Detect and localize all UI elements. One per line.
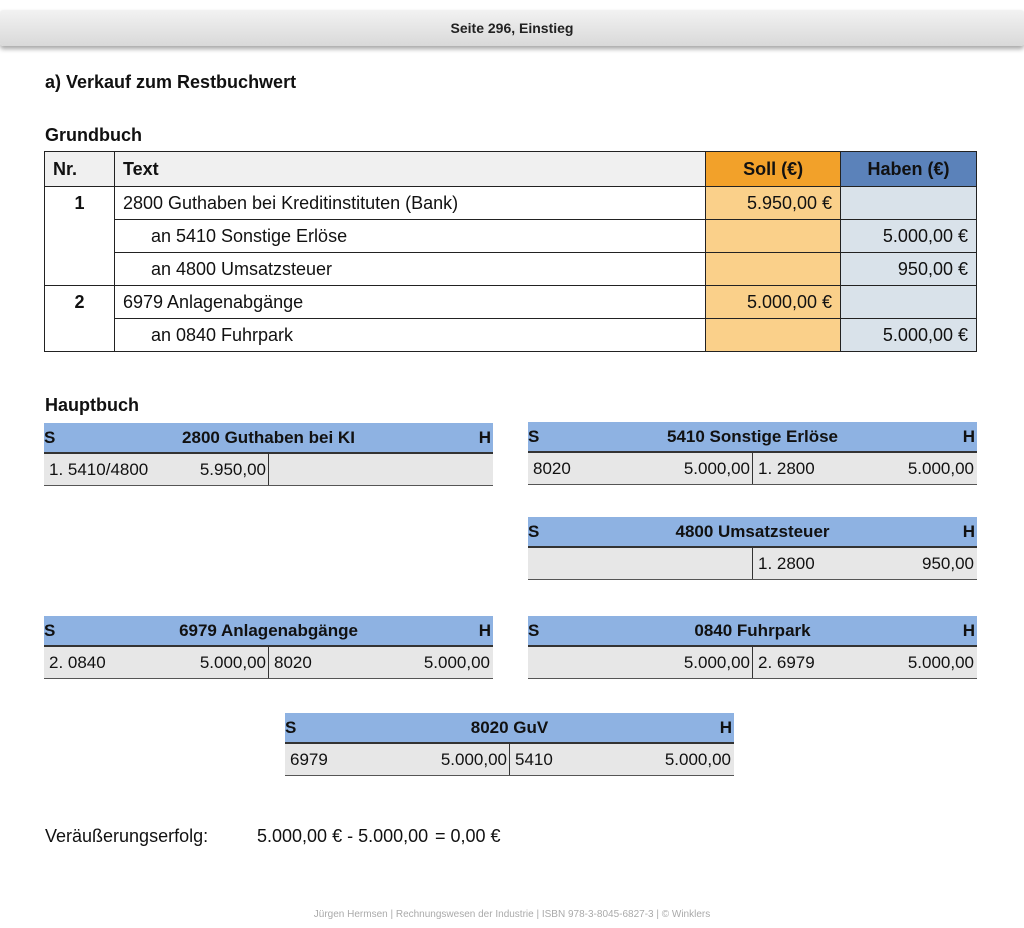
page-header: Seite 296, Einstieg xyxy=(0,10,1024,46)
t-account-row xyxy=(285,744,734,776)
haben-entry-text: 5410 xyxy=(515,750,553,769)
haben-entry-text: 1. 2800 xyxy=(758,554,815,573)
booking-text: an 0840 Fuhrpark xyxy=(114,319,705,352)
t-account-divider xyxy=(752,647,753,678)
t-account-row xyxy=(528,548,977,580)
t-account-header xyxy=(528,517,977,548)
t-account-8020 xyxy=(285,713,734,776)
account-title: 5410 Sonstige Erlöse xyxy=(666,427,839,446)
soll-value xyxy=(706,220,841,253)
t-account-6979 xyxy=(44,616,493,679)
booking-number: 1 xyxy=(45,187,115,286)
table-row xyxy=(45,319,977,352)
t-account-2800 xyxy=(44,423,493,486)
table-header-row xyxy=(45,152,977,187)
t-account-divider xyxy=(752,548,753,579)
t-account-divider xyxy=(509,744,510,775)
t-account-5410 xyxy=(528,422,977,485)
haben-entry-text: 8020 xyxy=(274,653,312,672)
haben-entry-text: 1. 2800 xyxy=(758,459,815,478)
t-account-0840 xyxy=(528,616,977,679)
result-equals: = 0,00 € xyxy=(435,826,501,846)
t-account-header xyxy=(528,422,977,453)
account-title: 6979 Anlagenabgänge xyxy=(179,621,358,640)
t-account-row xyxy=(528,453,977,485)
haben-value xyxy=(841,286,977,319)
soll-entry-value: 5.000,00 xyxy=(683,653,750,672)
soll-marker: S xyxy=(528,427,540,446)
t-account-header xyxy=(528,616,977,647)
column-header-nr: Nr. xyxy=(45,152,115,187)
account-title: 8020 GuV xyxy=(470,718,549,737)
soll-value: 5.000,00 € xyxy=(706,286,841,319)
table-row xyxy=(45,253,977,286)
soll-entry-value: 5.000,00 xyxy=(199,653,266,672)
result-label: Veräußerungserfolg: xyxy=(45,826,209,846)
t-account-row xyxy=(44,454,493,486)
haben-marker: H xyxy=(962,621,975,640)
account-title: 0840 Fuhrpark xyxy=(694,621,811,640)
table-row xyxy=(45,187,977,220)
haben-value: 950,00 € xyxy=(841,253,977,286)
t-account-divider xyxy=(752,453,753,484)
account-title: 4800 Umsatzsteuer xyxy=(675,522,830,541)
soll-value xyxy=(706,253,841,286)
table-row xyxy=(45,220,977,253)
haben-marker: H xyxy=(719,718,732,737)
booking-text: an 5410 Sonstige Erlöse xyxy=(114,220,705,253)
soll-marker: S xyxy=(528,522,540,541)
t-account-header xyxy=(285,713,734,744)
haben-entry-text: 2. 6979 xyxy=(758,653,815,672)
hauptbuch-title: Hauptbuch xyxy=(45,395,139,415)
soll-entry-value: 5.000,00 xyxy=(683,459,750,478)
haben-entry-value: 5.000,00 xyxy=(423,653,490,672)
t-account-header xyxy=(44,423,493,454)
soll-entry-value: 5.950,00 xyxy=(199,460,266,479)
footer-citation: Jürgen Hermsen | Rechnungswesen der Industrie | ISBN 978-3-8045-6827-3 | © Winklers xyxy=(313,909,711,920)
haben-entry-value: 950,00 xyxy=(922,554,974,573)
t-account-divider xyxy=(268,647,269,678)
haben-entry-value: 5.000,00 xyxy=(907,653,974,672)
soll-marker: S xyxy=(528,621,540,640)
t-account-4800 xyxy=(528,517,977,580)
column-header-soll: Soll (€) xyxy=(706,152,841,187)
haben-marker: H xyxy=(962,522,975,541)
booking-number: 2 xyxy=(45,286,115,352)
haben-marker: H xyxy=(478,428,491,447)
soll-entry-text: 6979 xyxy=(290,750,328,769)
t-account-divider xyxy=(268,454,269,485)
result-calculation: 5.000,00 € - 5.000,00 xyxy=(257,826,429,846)
booking-text: 6979 Anlagenabgänge xyxy=(114,286,705,319)
haben-value: 5.000,00 € xyxy=(841,319,977,352)
account-title: 2800 Guthaben bei KI xyxy=(182,428,355,447)
t-account-header xyxy=(44,616,493,647)
booking-text: 2800 Guthaben bei Kreditinstituten (Bank) xyxy=(114,187,705,220)
haben-entry-value: 5.000,00 xyxy=(664,750,731,769)
haben-marker: H xyxy=(962,427,975,446)
soll-value: 5.950,00 € xyxy=(706,187,841,220)
column-header-text: Text xyxy=(114,152,705,187)
haben-entry-value: 5.000,00 xyxy=(907,459,974,478)
grundbuch-title: Grundbuch xyxy=(45,125,142,145)
table-row xyxy=(45,286,977,319)
haben-value: 5.000,00 € xyxy=(841,220,977,253)
soll-value xyxy=(706,319,841,352)
haben-marker: H xyxy=(478,621,491,640)
haben-value xyxy=(841,187,977,220)
soll-marker: S xyxy=(44,621,56,640)
column-header-haben: Haben (€) xyxy=(841,152,977,187)
soll-marker: S xyxy=(285,718,297,737)
section-title: a) Verkauf zum Restbuchwert xyxy=(45,72,297,92)
soll-entry-text: 1. 5410/4800 xyxy=(49,460,149,479)
soll-entry-value: 5.000,00 xyxy=(440,750,507,769)
t-account-row xyxy=(528,647,977,679)
booking-text: an 4800 Umsatzsteuer xyxy=(114,253,705,286)
soll-marker: S xyxy=(44,428,56,447)
grundbuch-table xyxy=(44,151,977,352)
soll-entry-text: 8020 xyxy=(533,459,571,478)
soll-entry-text: 2. 0840 xyxy=(49,653,106,672)
t-account-row xyxy=(44,647,493,679)
